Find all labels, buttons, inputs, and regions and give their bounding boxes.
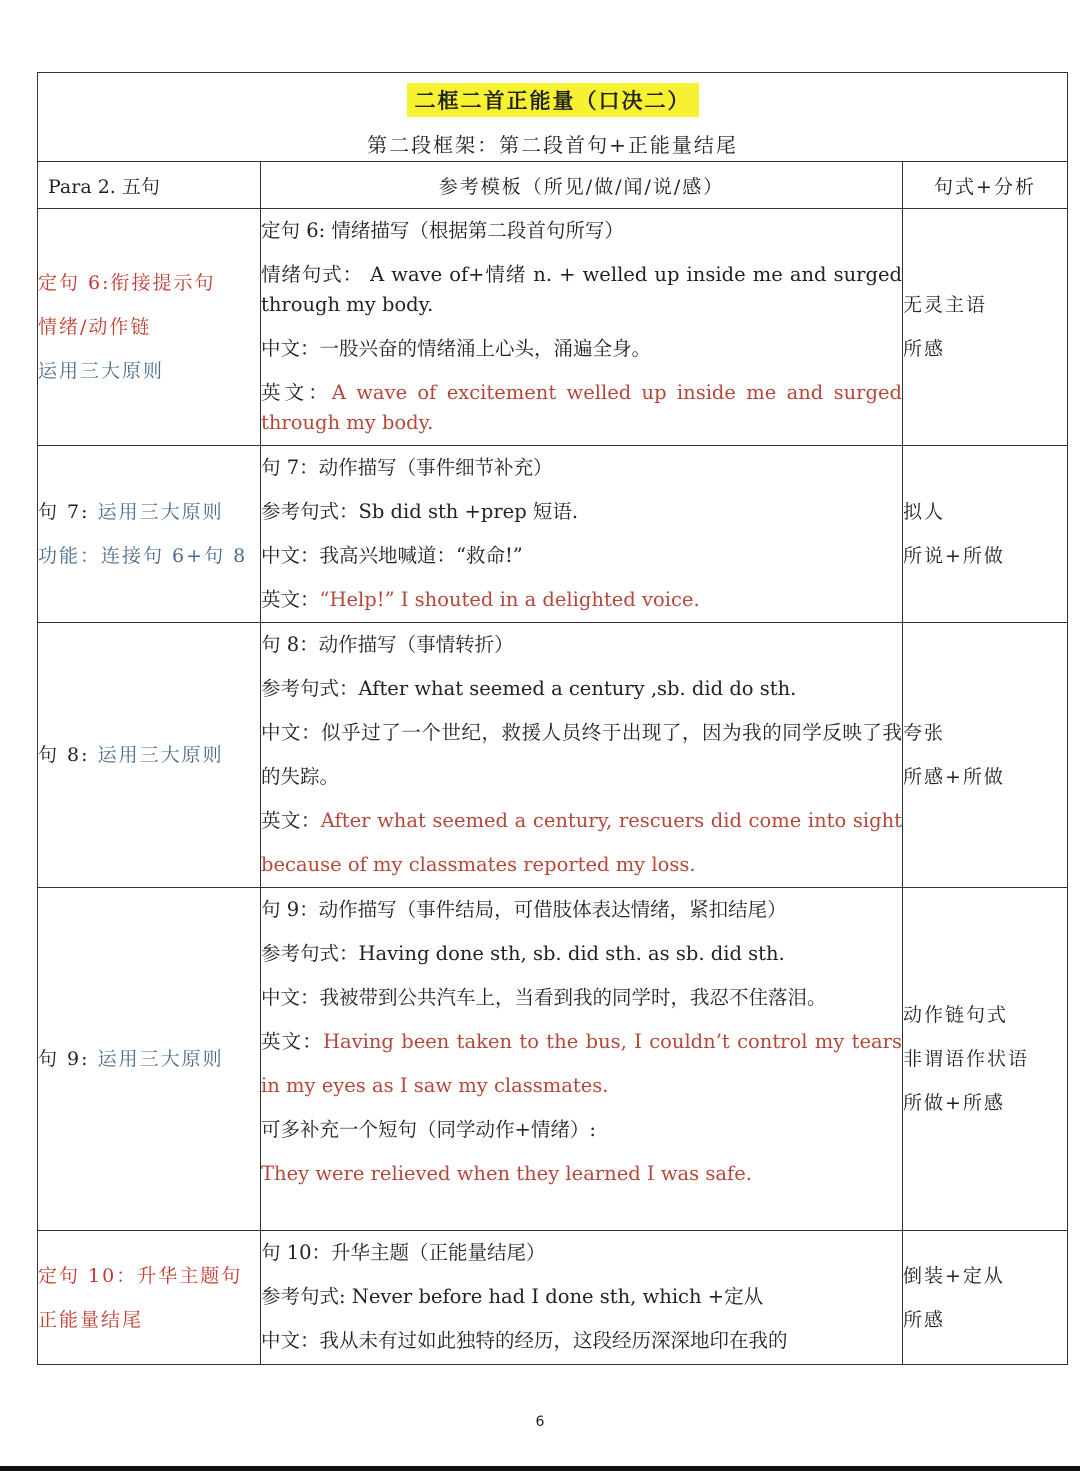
row-pattern: 参考句式: Never before had I done sth, which +定从 [261,1285,764,1308]
row-label-line: 定句 10：升华主题句 [38,1264,243,1287]
row-pattern: 参考句式：After what seemed a century ,sb. did do sth. [261,677,797,700]
row-label [38,446,261,623]
label-prefix: 句 8: [38,744,90,766]
row-label-line: 运用三大原则 [38,360,165,382]
analysis-line: 动作链句式 [903,1004,1009,1026]
table-row [38,446,1068,623]
label-prefix: 句 9: [38,1048,90,1070]
row-label-line: 定句 6:衔接提示句 [38,272,216,294]
row-label-line: 运用三大原则 [97,1048,224,1070]
document-sheet [37,72,1067,1365]
english-label: 英文： [261,809,321,832]
row-english: “Help!” I shouted in a delighted voice. [319,588,700,611]
header-para: Para 2. 五句 [38,162,261,209]
row-english: A wave of excitement welled up inside me and surged through my body. [261,381,902,434]
row-content [261,446,903,623]
row-analysis [903,888,1068,1231]
framework-table [37,72,1068,1365]
analysis-line: 所感 [903,338,946,360]
table-row [38,623,1068,888]
row-analysis [903,1231,1068,1365]
row-english: Having been taken to the bus, I couldn’t control my tears in my eyes as I saw my classmates. [261,1030,902,1097]
analysis-line: 所做+所感 [903,1092,1005,1114]
analysis-line: 拟人 [903,501,946,523]
row-analysis [903,209,1068,446]
english-label: 英文： [261,381,332,404]
page-subtitle: 第二段框架：第二段首句+正能量结尾 [367,133,738,157]
page-title: 二框二首正能量（口决二） [407,83,699,117]
row-label [38,209,261,446]
row-label [38,623,261,888]
header-analysis: 句式+分析 [903,162,1068,209]
row-english: After what seemed a century, rescuers did come into sight because of my classmates reported my loss. [261,809,902,876]
english-label: 英文： [261,1030,323,1053]
row-analysis [903,446,1068,623]
page-number: 6 [535,1414,545,1430]
row-chinese: 中文：我高兴地喊道：“救命!” [261,544,523,567]
row-chinese: 中文：一股兴奋的情绪涌上心头，涌遍全身。 [261,337,652,360]
row-heading: 句 8：动作描写（事情转折） [261,633,514,656]
row-content [261,623,903,888]
row-extra: 可多补充一个短句（同学动作+情绪）: [261,1118,596,1141]
label-prefix: 功能： [38,545,102,567]
row-pattern: 参考句式：Having done sth, sb. did sth. as sb. did sth. [261,942,785,965]
row-label-line: 运用三大原则 [97,744,224,766]
title-cell [38,73,1068,162]
row-label [38,888,261,1231]
row-label-line: 连接句 6+句 8 [101,545,248,567]
header-template: 参考模板（所见/做/闻/说/感） [261,162,903,209]
row-heading: 句 9：动作描写（事件结局，可借肢体表达情绪，紧扣结尾） [261,898,787,921]
label-prefix: 句 7: [38,501,90,523]
row-chinese: 中文：我被带到公共汽车上，当看到我的同学时，我忍不住落泪。 [261,986,827,1009]
row-label-line: 运用三大原则 [97,501,224,523]
analysis-line: 倒装+定从 [903,1264,1005,1287]
row-chinese: 中文：似乎过了一个世纪，救援人员终于出现了，因为我的同学反映了我的失踪。 [261,721,902,788]
row-content [261,888,903,1231]
analysis-line: 所说+所做 [903,545,1005,567]
row-heading: 定句 6: 情绪描写（根据第二段首句所写） [261,219,624,242]
analysis-line: 无灵主语 [903,294,988,316]
table-row [38,888,1068,1231]
english-label: 英文： [261,588,320,611]
row-chinese: 中文：我从未有过如此独特的经历，这段经历深深地印在我的 [261,1329,788,1352]
row-analysis [903,623,1068,888]
analysis-line: 非谓语作状语 [903,1048,1030,1070]
row-label [38,1231,261,1365]
analysis-line: 所感 [903,1308,946,1331]
row-heading: 句 7：动作描写（事件细节补充） [261,456,553,479]
row-label-line: 情绪/动作链 [38,316,152,338]
row-content [261,1231,903,1365]
analysis-line: 夸张 [903,722,946,744]
row-pattern: 参考句式：Sb did sth +prep 短语. [261,500,579,523]
table-row [38,1231,1068,1365]
row-heading: 句 10：升华主题（正能量结尾） [261,1241,546,1264]
table-row [38,209,1068,446]
row-content [261,209,903,446]
row-label-line: 正能量结尾 [38,1308,144,1331]
row-pattern: 情绪句式： A wave of+情绪 n. + welled up inside me and surged through my body. [261,263,902,316]
row-extra-english: They were relieved when they learned I was safe. [261,1162,752,1185]
analysis-line: 所感+所做 [903,766,1005,788]
bottom-bar [0,1466,1080,1471]
